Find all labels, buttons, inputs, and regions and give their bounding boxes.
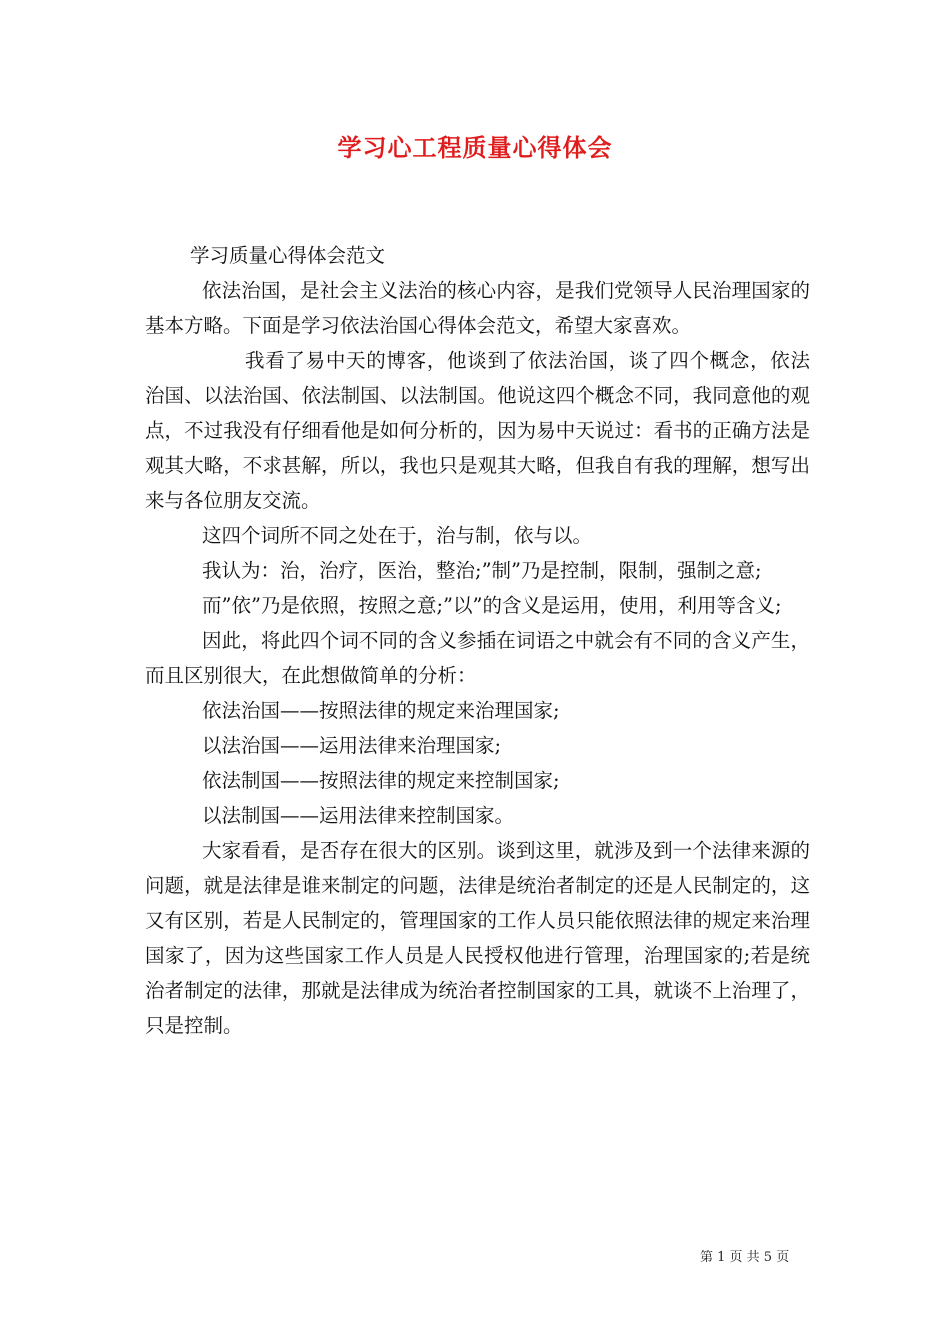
paragraph-intro: 依法治国，是社会主义法治的核心内容，是我们党领导人民治理国家的基本方略。下面是学习依法治国心得体会范文，希望大家喜欢。: [145, 279, 810, 337]
document-title: 学习心工程质量心得体会: [337, 133, 613, 162]
list-item: 依法治国——按照法律的规定来治理国家;: [202, 699, 560, 722]
paragraph-yi: 而”依”乃是依照，按照之意;”以”的含义是运用，使用，利用等含义;: [202, 594, 782, 617]
paragraph-analysis: 因此，将此四个词不同的含义参插在词语之中就会有不同的含义产生，而且区别很大，在此想做简单的分析：: [145, 629, 810, 687]
list-item: 依法制国——按照法律的规定来控制国家;: [202, 769, 560, 792]
paragraph-difference: 这四个词所不同之处在于，治与制，依与以。: [202, 524, 593, 547]
paragraph-conclusion: 大家看看，是否存在很大的区别。谈到这里，就涉及到一个法律来源的问题，就是法律是谁来制定的问题，法律是统治者制定的还是人民制定的，这又有区别，若是人民制定的，管理国家的工作人员只能依照法律的规定来治理国家了，因为这些国家工作人员是人民授权他进行管理，治理国家的;若是统治者制定的法律，那就是法律成为统治者控制国家的工具，就谈不上治理了，只是控制。: [145, 839, 810, 1037]
list-item: 以法治国——运用法律来治理国家;: [202, 734, 502, 757]
list-item: 以法制国——运用法律来控制国家。: [202, 804, 515, 827]
page-number-footer: 第 1 页 共 5 页: [700, 1250, 790, 1265]
paragraph-blog: 我看了易中天的博客，他谈到了依法治国，谈了四个概念，依法治国、以法治国、依法制国、以法制国。他说这四个概念不同，我同意他的观点，不过我没有仔细看他是如何分析的，因为易中天说过：看书的正确方法是观其大略，不求甚解，所以，我也只是观其大略，但我自有我的理解，想写出来与各位朋友交流。: [145, 349, 810, 512]
document-subtitle: 学习质量心得体会范文: [190, 244, 386, 267]
document-body: [145, 238, 810, 1043]
paragraph-zhi: 我认为：治，治疗，医治，整治;”制”乃是控制，限制，强制之意;: [202, 559, 762, 582]
